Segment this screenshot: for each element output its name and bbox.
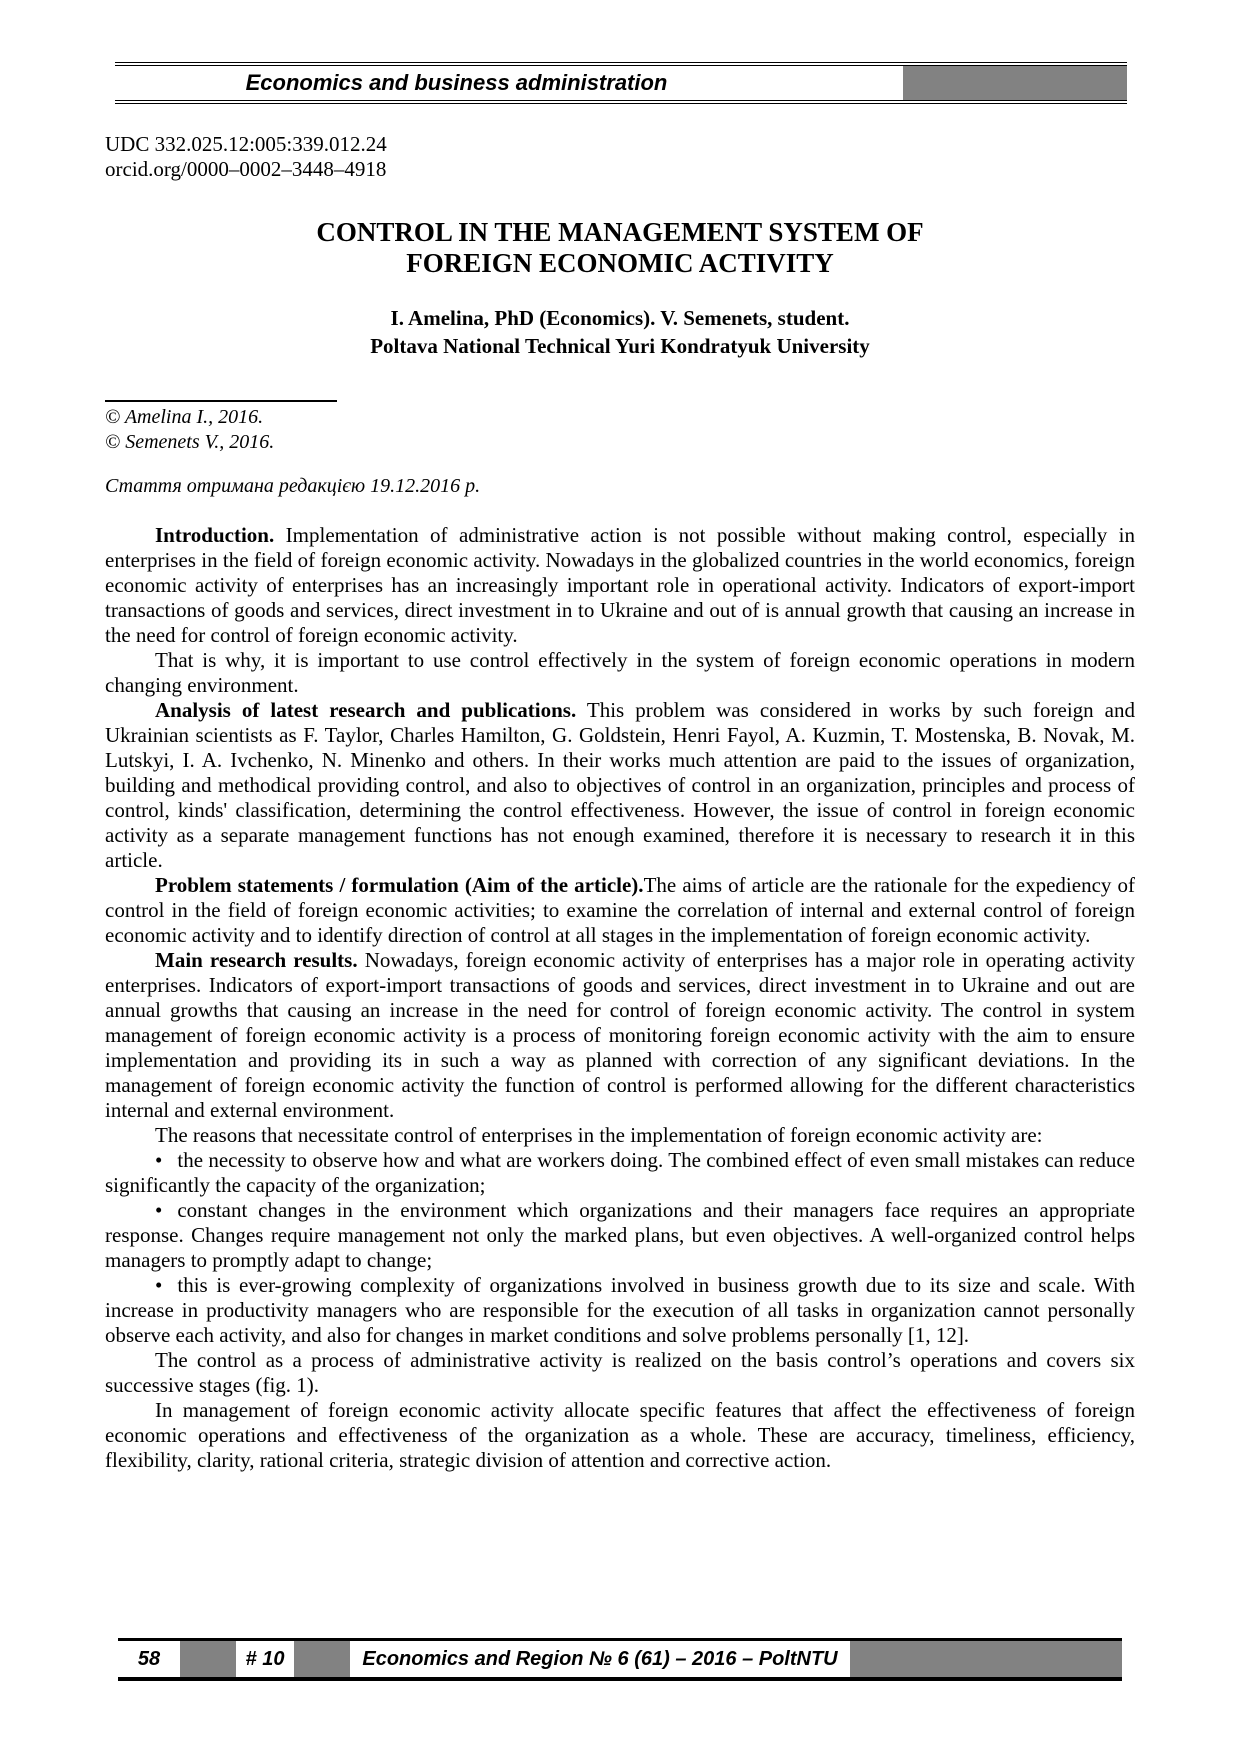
paragraph-text: This problem was considered in works by such foreign and Ukrainian scientists as F. Taylor, Charles Hamilton, G. Goldstein, Henri Fayol, A. Kuzmin, T. Mostenska, B. Novak, M. Lutskyi, I. A. Ivchenko, N. Minenko and others. In their works much attention are paid to the issues of organization, building and methodical providing control, and also to objectives of control in an organization, principles and process of control, kinds' classification, determining the control effectiveness. However, the issue of control in foreign economic activity as a separate management functions has not enough examined, therefore it is necessary to research it in this article. (105, 698, 1135, 872)
paragraph-lead: Analysis of latest research and publications. (155, 698, 577, 722)
paragraph-introduction (105, 523, 1135, 648)
page-footer-bar (118, 1638, 1122, 1681)
article-body (105, 523, 1135, 1473)
copyright-divider (105, 400, 337, 402)
paragraph-lead: Problem statements / formulation (Aim of the article). (155, 873, 644, 897)
received-note: Стаття отримана редакцією 19.12.2016 р. (105, 475, 481, 497)
footer-issue-number: # 10 (236, 1641, 294, 1677)
paragraph (105, 648, 1135, 698)
bullet-marker: • (155, 1148, 163, 1172)
paragraph (105, 1398, 1135, 1473)
footer-page-number: 58 (118, 1641, 180, 1677)
paragraph-text: Implementation of administrative action is not possible without making control, especially in enterprises in the field of foreign economic activity. Nowadays in the globalized countries in the world economics, foreign economic activity of enterprises has an increasingly important role in operational activity. Indicators of export-import transactions of goods and services, direct investment in to Ukraine and out of is annual growth that causing an increase in the need for control of foreign economic activity. (105, 523, 1135, 647)
udc-block (105, 132, 1135, 182)
orcid-line: orcid.org/0000–0002–3448–4918 (105, 157, 387, 181)
copyright-block (105, 400, 1135, 455)
footer-gray-box (180, 1641, 236, 1677)
udc-line: UDC 332.025.12:005:339.012.24 (105, 132, 387, 156)
paragraph-text: In management of foreign economic activity allocate specific features that affect the effectiveness of foreign economic operations and effectiveness of the organization as a whole. These are accuracy, timeliness, efficiency, flexibility, clarity, rational criteria, strategic division of attention and corrective action. (105, 1398, 1135, 1472)
paragraph-main-results (105, 948, 1135, 1123)
footer-journal-title: Economics and Region № 6 (61) – 2016 – PoltNTU (350, 1641, 850, 1677)
paragraph (105, 1348, 1135, 1398)
paragraph-text: constant changes in the environment which organizations and their managers face requires an appropriate response. Changes require management not only the marked plans, but even objectives. A well-organized control helps managers to promptly adapt to change; (105, 1198, 1135, 1272)
paragraph-problem-statements (105, 873, 1135, 948)
paragraph-text: The aims of article are the rationale for the expediency of control in the field of foreign economic activities; to examine the correlation of internal and external control of foreign economic activity and to identify direction of control at all stages in the implementation of foreign economic activity. (105, 873, 1135, 947)
affiliation-line: Poltava National Technical Yuri Kondratyuk University (370, 334, 870, 358)
authors-block (105, 304, 1135, 360)
bullet-paragraph (105, 1198, 1135, 1273)
article-title-line-1: CONTROL IN THE MANAGEMENT SYSTEM OF (316, 217, 924, 247)
article-title (105, 217, 1135, 279)
section-title: Economics and business administration (245, 70, 668, 95)
paragraph-analysis (105, 698, 1135, 873)
footer-gray-box (850, 1641, 1122, 1677)
article-content (105, 0, 1135, 1473)
footer-gray-box (294, 1641, 350, 1677)
copyright-line: © Semenets V., 2016. (105, 431, 275, 453)
paragraph (105, 1123, 1135, 1148)
paragraph-text: the necessity to observe how and what are workers doing. The combined effect of even small mistakes can reduce significantly the capacity of the organization; (105, 1148, 1135, 1197)
bullet-paragraph (105, 1148, 1135, 1198)
paragraph-lead: Introduction. (155, 523, 275, 547)
paragraph-text: this is ever-growing complexity of organizations involved in business growth due to its size and scale. With increase in productivity managers who are responsible for the execution of all tasks in organization cannot personally observe each activity, and also for changes in market conditions and solve problems personally [1, 12]. (105, 1273, 1135, 1347)
paragraph-text: That is why, it is important to use control effectively in the system of foreign economic operations in modern changing environment. (105, 648, 1135, 697)
bullet-marker: • (155, 1198, 163, 1222)
article-title-line-2: FOREIGN ECONOMIC ACTIVITY (406, 248, 834, 278)
copyright-line: © Amelina I., 2016. (105, 406, 264, 428)
bullet-paragraph (105, 1273, 1135, 1348)
paragraph-text: The reasons that necessitate control of enterprises in the implementation of foreign economic activity are: (155, 1123, 1043, 1147)
authors-line: I. Amelina, PhD (Economics). V. Semenets, student. (390, 306, 850, 330)
paragraph-text: The control as a process of administrative activity is realized on the basis control’s operations and covers six successive stages (fig. 1). (105, 1348, 1135, 1397)
bullet-marker: • (155, 1273, 163, 1297)
paragraph-lead: Main research results. (155, 948, 358, 972)
paragraph-text: Nowadays, foreign economic activity of enterprises has a major role in operating activity enterprises. Indicators of export-import transactions of goods and services, direct investment in to Ukraine and out are annual growths that causing an increase in the need for control of foreign economic activity. The control in system management of foreign economic activity is a process of monitoring foreign economic activity with the aim to ensure implementation and providing its in such a way as planned with correction of any significant deviations. In the management of foreign economic activity the function of control is performed allowing for the different characteristics internal and external environment. (105, 948, 1135, 1122)
